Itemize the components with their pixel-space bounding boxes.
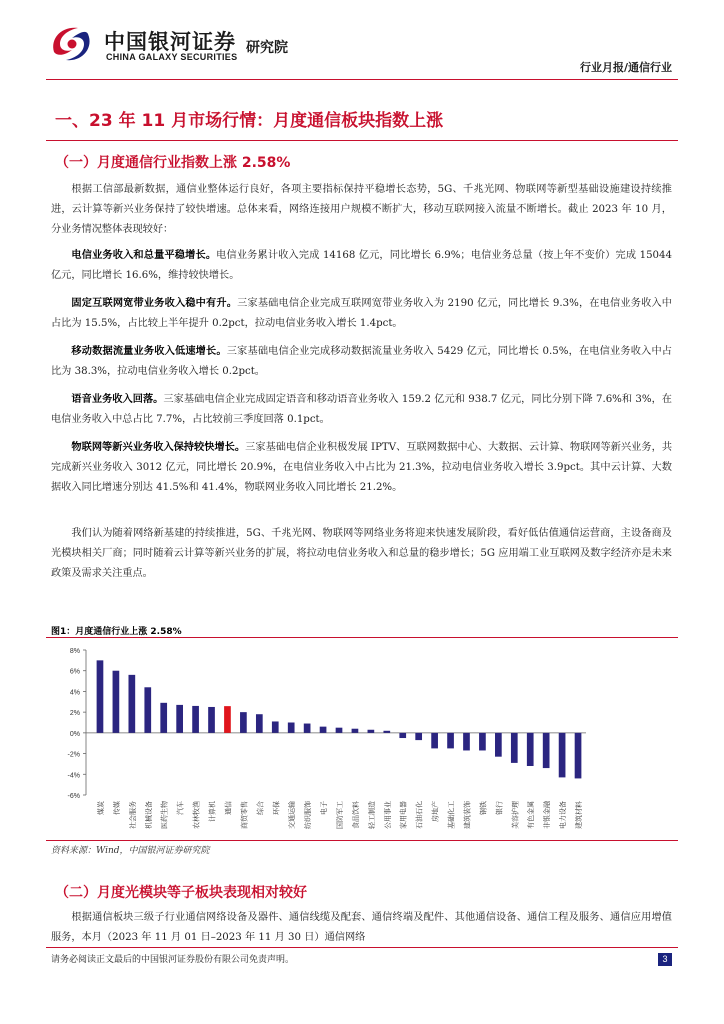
y-tick-label: 2% (69, 710, 80, 718)
page-number: 3 (658, 953, 672, 966)
y-tick-label: 8% (69, 648, 80, 655)
x-tick-label: 房地产 (431, 801, 440, 822)
header-divider (46, 79, 678, 80)
x-tick-label: 社会服务 (128, 801, 137, 829)
x-tick-label: 商贸零售 (240, 801, 249, 829)
figure-bottom-divider (46, 840, 678, 841)
conclusion-paragraph: 我们认为随着网络新基建的持续推进，5G、千兆光网、物联网等网络业务将迎来快速发展阶段，看好低估值通信运营商，主设备商及光模块相关厂商；同时随着云计算等新兴业务的扩展，将拉动电信业务收入和总量的稳步增长；5G 应用端工业互联网及数字经济亦是未来政策及需求关注重点。 (51, 528, 672, 579)
bar (368, 730, 375, 733)
footer-disclaimer: 请务必阅读正文最后的中国银河证券股份有限公司免责声明。 (51, 955, 295, 965)
bar (304, 724, 311, 733)
list-item: 移动数据流量业务收入低速增长。三家基础电信企业完成移动数据流量业务收入 5429 亿元，同比增长 0.5%，在电信业务收入中占比为 38.3%，拉动电信业务收入增长 0.2pct。 (51, 346, 672, 377)
x-tick-label: 农林牧渔 (192, 801, 201, 829)
bar (543, 733, 550, 768)
x-tick-label: 机械设备 (144, 801, 153, 829)
x-tick-label: 综合 (256, 801, 265, 815)
bar (495, 733, 502, 757)
footer-divider (46, 947, 678, 948)
x-tick-label: 建筑材料 (575, 801, 584, 829)
x-tick-label: 传媒 (112, 801, 121, 815)
bar (527, 733, 534, 766)
bar (431, 733, 438, 749)
figure-top-divider (46, 637, 678, 638)
bar (256, 714, 263, 733)
y-tick-label: 0% (69, 730, 80, 738)
x-tick-label: 美容护理 (511, 801, 520, 829)
x-tick-label: 食品饮料 (351, 801, 360, 829)
x-tick-label: 纺织服饰 (304, 801, 313, 829)
bar (113, 671, 120, 733)
bar (97, 660, 104, 733)
section-title: 一、23 年 11 月市场行情：月度通信板块指数上涨 (55, 111, 444, 131)
galaxy-logo-icon (48, 22, 96, 66)
subsection-title-1: （一）月度通信行业指数上涨 2.58% (55, 155, 291, 171)
bar (160, 703, 167, 733)
list-item: 固定互联网宽带业务收入稳中有升。三家基础电信企业完成互联网宽带业务收入为 2190 亿元，同比增长 9.3%，在电信业务收入中占比为 15.5%，占比较上半年提升 0.2pct，拉动电信业务收入增长 1.4pct。 (51, 298, 672, 329)
bar (320, 727, 327, 733)
list-item: 物联网等新兴业务收入保持较快增长。三家基础电信企业积极发展 IPTV、互联网数据中心、大数据、云计算、物联网等新兴业务，共完成新兴业务收入 3012 亿元，同比增长 20.9%，在电信业务收入中占比为 21.3%，拉动电信业务收入增长 3.9pct。其中云计算、大数据收入同比增速分别达 41.5%和 41.4%，物联网业务收入同比增长 21.2%。 (51, 442, 673, 493)
bar (575, 733, 582, 779)
figure-title: 图1：月度通信行业上涨 2.58% (51, 627, 182, 637)
list-item: 语音业务收入回落。三家基础电信企业完成固定语音和移动语音业务收入 159.2 亿元和 938.7 亿元，同比分别下降 7.6%和 3%，在电信业务收入中总占比 7.7%，占比较前三季度回落 0.1pct。 (51, 394, 672, 425)
bar (176, 705, 183, 733)
x-tick-label: 非银金融 (543, 801, 552, 829)
figure-source: 资料来源：Wind，中国银河证券研究院 (51, 846, 210, 856)
x-tick-label: 电子 (320, 801, 329, 815)
bar (272, 721, 279, 732)
x-tick-label: 电力设备 (559, 801, 568, 829)
y-tick-label: -4% (67, 772, 80, 780)
x-tick-label: 石油石化 (415, 801, 424, 829)
bar (240, 712, 247, 733)
bar (128, 675, 135, 733)
x-tick-label: 银行 (495, 801, 504, 815)
x-tick-label: 医药生物 (160, 801, 169, 829)
y-tick-label: -2% (67, 751, 80, 759)
report-type: 行业月报/通信行业 (579, 61, 672, 74)
x-tick-label: 公用事业 (383, 801, 392, 829)
x-tick-label: 轻工制造 (367, 801, 376, 829)
bar (208, 707, 215, 733)
list-item: 电信业务收入和总量平稳增长。电信业务累计收入完成 14168 亿元，同比增长 6.9%；电信业务总量（按上年不变价）完成 15044 亿元，同比增长 16.6%，维持较快增长。 (51, 250, 672, 281)
company-name-cn: 中国银河证券 (104, 30, 236, 54)
bar (479, 733, 486, 751)
bar (224, 706, 231, 733)
x-tick-label: 建筑装饰 (463, 801, 472, 829)
institute-label: 研究院 (246, 40, 288, 56)
intro-paragraph: 根据工信部最新数据，通信业整体运行良好，各项主要指标保持平稳增长态势，5G、千兆光网、物联网等新型基础设施建设持续推进，云计算等新兴业务保持了较快增速。总体来看，网络连接用户规模不断扩大，移动互联网接入流量不断增长。截止 2023 年 10 月，分业务情况整体表现较好： (51, 184, 672, 235)
y-tick-label: 6% (69, 668, 80, 676)
x-tick-label: 计算机 (208, 801, 217, 822)
bar (559, 733, 566, 778)
bar (336, 728, 343, 733)
bar (447, 733, 454, 749)
company-name-en: CHINA GALAXY SECURITIES (106, 52, 238, 62)
x-tick-label: 钢铁 (479, 801, 488, 815)
x-tick-label: 基础化工 (447, 801, 456, 829)
x-tick-label: 有色金属 (527, 801, 536, 829)
subsection-title-2: （二）月度光模块等子板块表现相对较好 (55, 885, 307, 901)
section-divider (46, 140, 678, 141)
x-tick-label: 通信 (224, 801, 233, 815)
bar (399, 733, 406, 738)
bar (144, 687, 151, 733)
bar (383, 731, 390, 733)
x-tick-label: 交通运输 (288, 801, 297, 829)
x-tick-label: 汽车 (176, 801, 185, 815)
x-tick-label: 家用电器 (399, 801, 408, 829)
bar (511, 733, 518, 763)
y-tick-label: -6% (67, 793, 80, 800)
bar (352, 729, 359, 733)
bar-chart (46, 640, 678, 840)
subsection-2-paragraph: 根据通信板块三级子行业通信网络设备及器件、通信线缆及配套、通信终端及配件、其他通信设备、通信工程及服务、通信应用增值服务，本月（2023 年 11 月 01 日–2023 年 11 月 30 日）通信网络 (51, 912, 672, 943)
y-tick-label: 4% (69, 689, 80, 697)
bar (415, 733, 422, 740)
bar (192, 706, 199, 733)
x-tick-label: 环保 (272, 801, 281, 815)
x-tick-label: 煤炭 (96, 801, 105, 815)
bar (288, 723, 295, 733)
bar (463, 733, 470, 751)
x-tick-label: 国防军工 (336, 801, 344, 829)
